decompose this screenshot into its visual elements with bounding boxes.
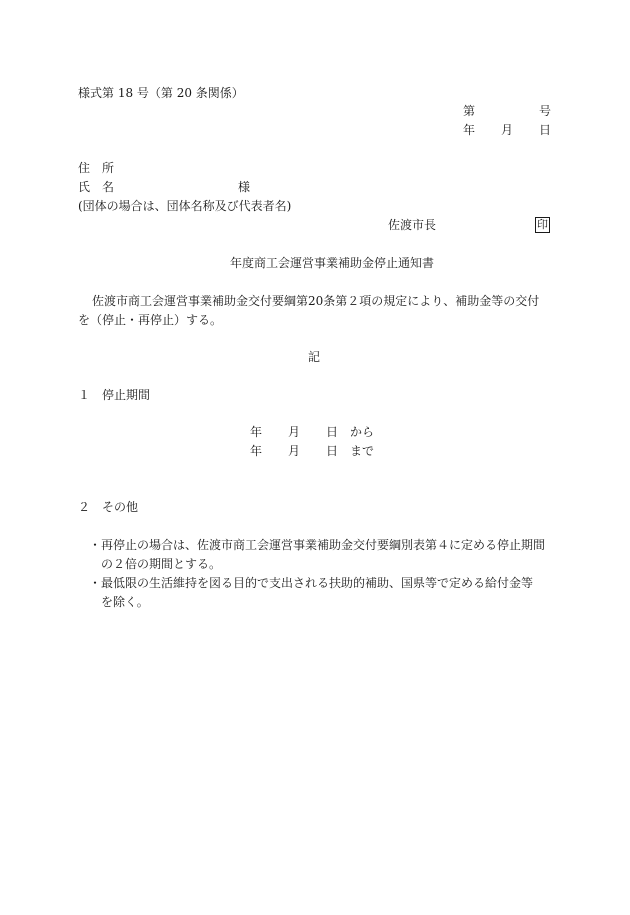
date-year: 年 (463, 123, 476, 137)
form-number: 様式第 18 号（第 20 条関係） (78, 86, 244, 100)
bullet2-line2: を除く。 (101, 595, 149, 609)
from-month: 月 (288, 425, 301, 439)
ki-heading: 記 (308, 350, 321, 364)
date-month: 月 (501, 123, 514, 137)
issuer-title: 佐渡市長 (388, 218, 437, 232)
from-day: 日 (326, 425, 339, 439)
from-year: 年 (250, 425, 263, 439)
name-label: 氏 名 (78, 180, 115, 194)
doc-number-suffix: 号 (539, 104, 552, 118)
bullet2-line1: ・最低限の生活維持を図る目的で支出される扶助的補助、国県等で定める給付金等 (89, 576, 534, 590)
body-text-line1: 佐渡市商工会運営事業補助金交付要綱第20条第２項の規定により、補助金等の交付 (92, 294, 540, 308)
doc-number-prefix: 第 (463, 104, 476, 118)
honorific: 様 (238, 180, 251, 194)
section2-heading: ２ その他 (78, 500, 139, 514)
bullet1-line2: の２倍の期間とする。 (101, 557, 222, 571)
to-month: 月 (288, 444, 301, 458)
date-day: 日 (539, 123, 552, 137)
to-suffix: まで (350, 444, 375, 458)
to-day: 日 (326, 444, 339, 458)
document-title: 年度商工会運営事業補助金停止通知書 (230, 256, 435, 270)
section1-heading: １ 停止期間 (78, 388, 151, 402)
bullet1-line1: ・再停止の場合は、佐渡市商工会運営事業補助金交付要綱別表第４に定める停止期間 (89, 538, 546, 552)
group-note: (団体の場合は、団体名称及び代表者名) (78, 199, 292, 213)
address-label: 住 所 (78, 161, 115, 175)
from-suffix: から (350, 425, 375, 439)
to-year: 年 (250, 444, 263, 458)
seal-stamp: 印 (537, 218, 548, 231)
body-text-line2: を（停止・再停止）する。 (78, 313, 223, 327)
